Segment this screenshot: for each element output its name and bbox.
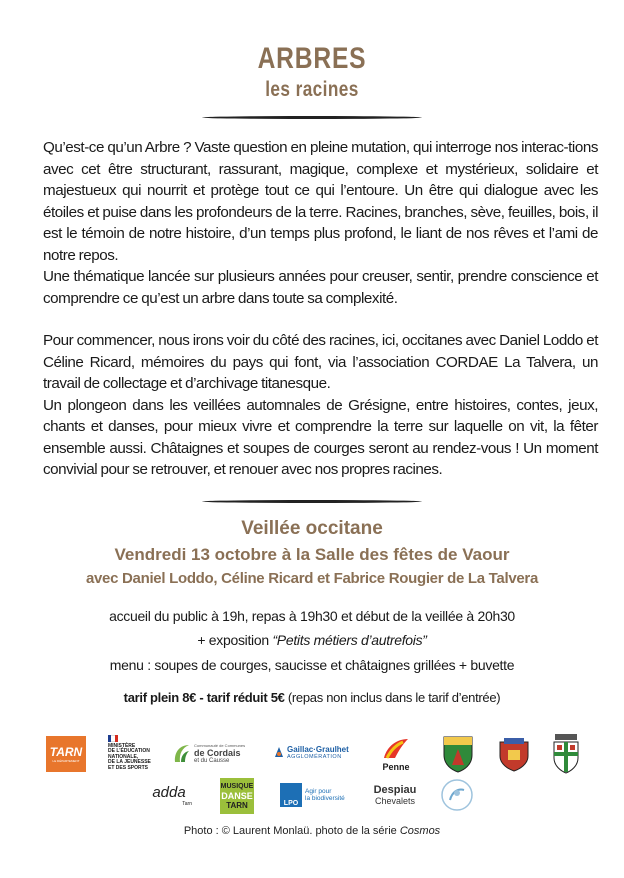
program-text bbox=[43, 330, 598, 481]
page-subtitle: les racines bbox=[265, 78, 359, 101]
french-flag-icon bbox=[108, 735, 118, 742]
penne-feather-icon bbox=[381, 736, 411, 762]
gaillac-graulhet-logo bbox=[273, 740, 357, 764]
ministere-line: DE L’ÉDUCATION bbox=[108, 748, 150, 755]
event-schedule: accueil du public à 19h, repas à 19h30 et début de la veillée à 20h30 bbox=[109, 608, 515, 624]
event-menu: menu : soupes de courges, saucisse et châtaignes grillées + buvette bbox=[109, 657, 515, 673]
circle-emblem-icon bbox=[440, 778, 474, 812]
gaillac-sub: AGGLOMÉRATION bbox=[287, 753, 342, 760]
coat-of-arms-1-icon bbox=[442, 735, 474, 773]
cordais-mark-icon bbox=[172, 742, 192, 764]
musique-line: MUSIQUE bbox=[220, 782, 254, 790]
tarn-logo-text: TARN bbox=[49, 745, 83, 759]
cordais-line: de Cordais bbox=[194, 747, 241, 758]
ministere-line: ET DES SPORTS bbox=[108, 764, 149, 771]
penne-logo bbox=[376, 734, 416, 774]
musique-line: DANSE bbox=[221, 790, 253, 801]
penne-text: Penne bbox=[382, 762, 410, 772]
credit-series: Cosmos bbox=[399, 825, 441, 837]
page-title: ARBRES bbox=[257, 42, 367, 75]
divider bbox=[202, 500, 422, 503]
gaillac-name: Gaillac·Graulhet bbox=[287, 744, 349, 754]
paragraph: Pour commencer, nous irons voir du côté des racines, ici, occitanes avec Daniel Loddo et Céline Ricard, mémoires du pays qui font, via l’association CORDAE La Talvera, un travail de collectage et d’archivage titanesque. bbox=[43, 332, 598, 392]
adda-logo bbox=[146, 780, 192, 810]
expo-title: “Petits métiers d’autrefois” bbox=[272, 632, 427, 648]
cordais-line: Communauté de Communes bbox=[194, 742, 246, 748]
photo-credit bbox=[0, 825, 624, 837]
price-note: (repas non inclus dans le tarif d’entrée) bbox=[284, 690, 501, 705]
lpo-mark-icon bbox=[280, 783, 302, 807]
expo-prefix: + exposition bbox=[197, 632, 273, 648]
despiau-sub: Chevalets bbox=[374, 796, 416, 806]
musique-danse-tarn-logo bbox=[220, 778, 254, 814]
credit-text: Photo : © Laurent Monlaü. photo de la série bbox=[183, 825, 400, 837]
ministere-logo bbox=[108, 730, 160, 776]
musique-line: TARN bbox=[226, 800, 248, 810]
tarn-logo bbox=[46, 736, 86, 772]
ministere-line: NATIONALE, bbox=[108, 753, 139, 760]
lpo-line: la biodiversité bbox=[305, 795, 345, 802]
adda-sub: Tarn bbox=[182, 800, 192, 807]
lpo-line: Agir pour bbox=[305, 788, 332, 795]
lpo-text: LPO bbox=[283, 800, 299, 807]
event-guests: avec Daniel Loddo, Céline Ricard et Fabrice Rougier de La Talvera bbox=[85, 570, 539, 587]
coat-of-arms-2-icon bbox=[498, 736, 530, 772]
event-date: Vendredi 13 octobre à la Salle des fêtes de Vaour bbox=[114, 545, 510, 564]
despiau-text: Despiau bbox=[373, 784, 417, 796]
intro-text bbox=[43, 137, 598, 309]
event-exhibition bbox=[0, 632, 624, 648]
lpo-logo bbox=[280, 782, 356, 808]
paragraph: Une thématique lancée sur plusieurs années pour creuser, sentir, prendre conscience et comprendre ce qu’est un arbre dans toute sa complexité. bbox=[43, 268, 598, 307]
paragraph: Qu’est-ce qu’un Arbre ? Vaste question en pleine mutation, qui interroge nos interac-tions avec cet être structurant, rassurant, magique, complexe et mystérieux, solidaire et majestueux qui nourrit et protège tout ce qui l’entoure. Un être qui dialogue avec les étoiles et puise dans les profondeurs de la terre. Racines, branches, sève, feuilles, bois, il est le témoin de notre histoire, d’un temps plus profond, le liant de nos rêves et l’ami de notre repos. bbox=[43, 139, 598, 264]
tarn-logo-sub: LE DÉPARTEMENT bbox=[52, 759, 80, 763]
cordais-line: et du Causse bbox=[194, 757, 230, 764]
cordais-logo bbox=[172, 738, 252, 768]
event-pricing bbox=[0, 690, 624, 705]
ministere-line: DE LA JEUNESSE bbox=[108, 759, 151, 766]
coat-of-arms-3-icon bbox=[552, 732, 580, 774]
adda-text: adda bbox=[152, 783, 186, 801]
price: tarif plein 8€ - tarif réduit 5€ bbox=[123, 690, 285, 705]
divider bbox=[202, 116, 422, 119]
ministere-line: MINISTÈRE bbox=[108, 742, 136, 749]
gaillac-mark-icon bbox=[273, 745, 285, 759]
despiau-logo bbox=[368, 780, 422, 810]
event-title: Veillée occitane bbox=[241, 518, 383, 539]
paragraph: Un plongeon dans les veillées automnales de Grésigne, entre histoires, contes, jeux, chants et danses, pour mieux vivre et comprendre la terre sur laquelle on vit, la fêter ensemble aussi. Châtaignes et soupes de courges seront au rendez-vous ! Un moment convivial pour se retrouver, et renouer avec nos propres racines. bbox=[43, 396, 598, 478]
